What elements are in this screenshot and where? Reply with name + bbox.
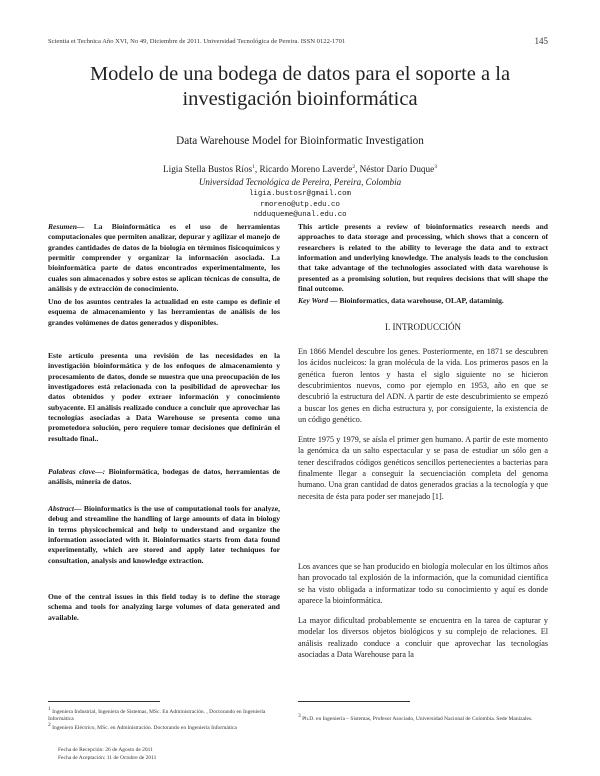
resumen-label: Resumen— bbox=[48, 222, 85, 231]
journal-info: Scientia et Technica Año XVI, No 49, Diciembre de 2011. Universidad Tecnológica de Pereira. ISSN 0122-1701 bbox=[48, 38, 346, 45]
key-words-label: Key Word — bbox=[298, 296, 338, 305]
resumen-paragraph-3: Este artículo presenta una revisión de las necesidades en la investigación bioinformática y de los enfoques de almacenamiento y procesamiento de datos, donde se muestra que una preocupación de los investigadores está relacionada con la posibilidad de aprovechar los datos obtenidos y poder extraer información y conocimiento subyacente. El análisis realizado conduce a concluir que aprovechar las tecnologías asociadas a Data Warehouse se presenta como una prometedora solución, pero requiere tomar decisiones que definirán el resultado final.. bbox=[48, 351, 280, 443]
author-email[interactable]: ligia.bustosr@gmail.com bbox=[248, 190, 351, 198]
page-number: 145 bbox=[534, 36, 548, 46]
author-name: Néstor Darío Duque bbox=[359, 164, 435, 174]
footnote-mark: 1 bbox=[48, 706, 51, 713]
palabras-clave bbox=[48, 467, 280, 488]
abstract-paragraph-2: One of the central issues in this field today is to define the storage schema and tools for analyzing large volumes of data generated and available. bbox=[48, 592, 280, 622]
footnote-divider bbox=[298, 701, 410, 702]
footnote bbox=[298, 713, 548, 723]
intro-paragraph-3: Los avances que se han producido en biología molecular en los últimos años han provocado tal explosión de la información, que la comunidad científica se ha visto obligada a informatizar todo su conocimiento y aquí es donde aparece la bioinformática. bbox=[298, 562, 548, 606]
intro-paragraph-4: La mayor dificultad probablemente se encuentra en la tarea de capturar y modelar los diversos objetos biológicos y su complejo de relaciones. El análisis realizado conduce a concluir que aprovechar las tecnologías asociadas a Data Warehouse para la bbox=[298, 616, 548, 660]
paper-subtitle: Data Warehouse Model for Bioinformatic Investigation bbox=[176, 135, 424, 147]
footnote-text: Ingeniero Eléctrico, MSc. en Administración. Doctorando en Ingeniería Informática bbox=[50, 725, 237, 731]
section-heading: I. INTRODUCCIÓN bbox=[385, 322, 461, 332]
palabras-clave-text: Bioinformática, bodegas de datos, herramientas de análisis, minería de datos. bbox=[48, 467, 280, 487]
email-list bbox=[40, 189, 560, 221]
intro-paragraph-1: En 1866 Mendel descubre los genes. Posteriormente, en 1871 se descubren los ácidos nucleicos: la gran molécula de la vida. Los primeros pasos en la genética fueron lentos y hasta el siglo siguiente no se hicieron descubrimientos nuevos, como por ejemplo en 1953, año en que se descubrió la estructura del ADN. A partir de este descubrimiento se empezó a buscar los genes en dicha estructura y, por consiguiente, la existencia de un código genético. bbox=[298, 347, 548, 425]
affiliation: Universidad Tecnológica de Pereira, Pereira, Colombia bbox=[198, 177, 402, 187]
author-footnote-mark: 1 bbox=[252, 163, 255, 170]
abstract-paragraph bbox=[48, 504, 280, 566]
footnote-mark: 2 bbox=[48, 722, 51, 729]
key-words bbox=[298, 296, 548, 306]
author-name: Ligia Stella Bustos Ríos bbox=[163, 164, 253, 174]
footnote bbox=[48, 722, 280, 732]
intro-paragraph-2: Entre 1975 y 1979, se aísla el primer gen humano. A partir de este momento la genómica da un salto espectacular y se pasa de estudiar un sólo gen a tener descifrados códigos genéticos sencillos pertenecientes a bacterias para finalmente llegar a conseguir la secuenciación completa del genoma humano. Una gran cantidad de datos generados gracias a la tecnología y que necesita de ésta para poder ser manejado [1]. bbox=[298, 435, 548, 501]
footnote-divider bbox=[48, 701, 160, 702]
reception-date: Fecha de Recepción: 26 de Agosto de 2011 bbox=[58, 747, 153, 753]
author-list bbox=[40, 164, 560, 174]
key-words-text: Bioinformatics, data warehouse, OLAP, dataminig. bbox=[337, 296, 504, 305]
paper-title: Modelo de una bodega de datos para el soporte a la investigación bioinformática bbox=[89, 63, 511, 110]
author-separator: , bbox=[355, 164, 360, 174]
abstract-text: Bioinformatics is the use of computational tools for analyze, debug and streamline the handling of large amounts of data in biology in terms physicochemical and help to understand and organize the information associated with it. Bioinformatics starts from data found experimentally, which are stored and apply later techniques for consultation, analysis and knowledge extraction. bbox=[48, 504, 280, 565]
footnote-mark: 3 bbox=[298, 713, 301, 720]
running-header bbox=[48, 38, 548, 45]
footnote bbox=[48, 706, 280, 723]
abstract-paragraph-3: This article presents a review of bioinformatics research needs and approaches to data storage and processing, which shows that a concern of researchers is related to the ability to leverage the data and to extract information and underlying knowledge. The analysis leads to the conclusion that take advantage of the technologies associated with data warehouse is presented as a promising solution, but requires decisions that will shape the final outcome. bbox=[298, 222, 548, 294]
author-name: Ricardo Moreno Laverde bbox=[259, 164, 353, 174]
resumen-paragraph-2: Uno de los asuntos centrales la actualidad en este campo es definir el esquema de almacenamiento y las herramientas de análisis de los grandes volúmenes de datos generados y disponibles. bbox=[48, 297, 280, 327]
abstract-label: Abstract— bbox=[48, 504, 82, 513]
acceptance-date: Fecha de Aceptación: 11 de Octubre de 2011 bbox=[58, 755, 157, 761]
palabras-clave-label: Palabras clave—: bbox=[48, 467, 106, 476]
resumen-paragraph bbox=[48, 222, 280, 294]
footnote-text: Ph.D. en Ingeniería – Sistemas, Profesor Asociado, Universidad Nacional de Colombia. Sede Manizales. bbox=[300, 716, 533, 722]
author-email[interactable]: rmoreno@utp.edu.co bbox=[260, 200, 340, 209]
author-footnote-mark: 3 bbox=[434, 163, 437, 170]
author-email[interactable]: ndduqueme@unal.edu.co bbox=[253, 211, 347, 219]
author-footnote-mark: 2 bbox=[352, 163, 356, 170]
footnote-text: Ingeniera Industrial, Ingeniera de Sistemas, MSc. En Administración. , Doctorando en Ingeniería Informática bbox=[48, 709, 266, 723]
author-separator: , bbox=[254, 164, 260, 174]
resumen-text: La Bioinformática es el uso de herramientas computacionales que permiten analizar, depurar y agilizar el manejo de grandes cantidades de datos de la biología en términos fisicoquímicos y permitir comprender y organizar la información asociada. La bioinformática parte de datos encontrados experimentalmente, los cuales son almacenados y sobre estos se aplican técnicas de consulta, de análisis y de extracción de conocimiento. bbox=[48, 222, 280, 294]
